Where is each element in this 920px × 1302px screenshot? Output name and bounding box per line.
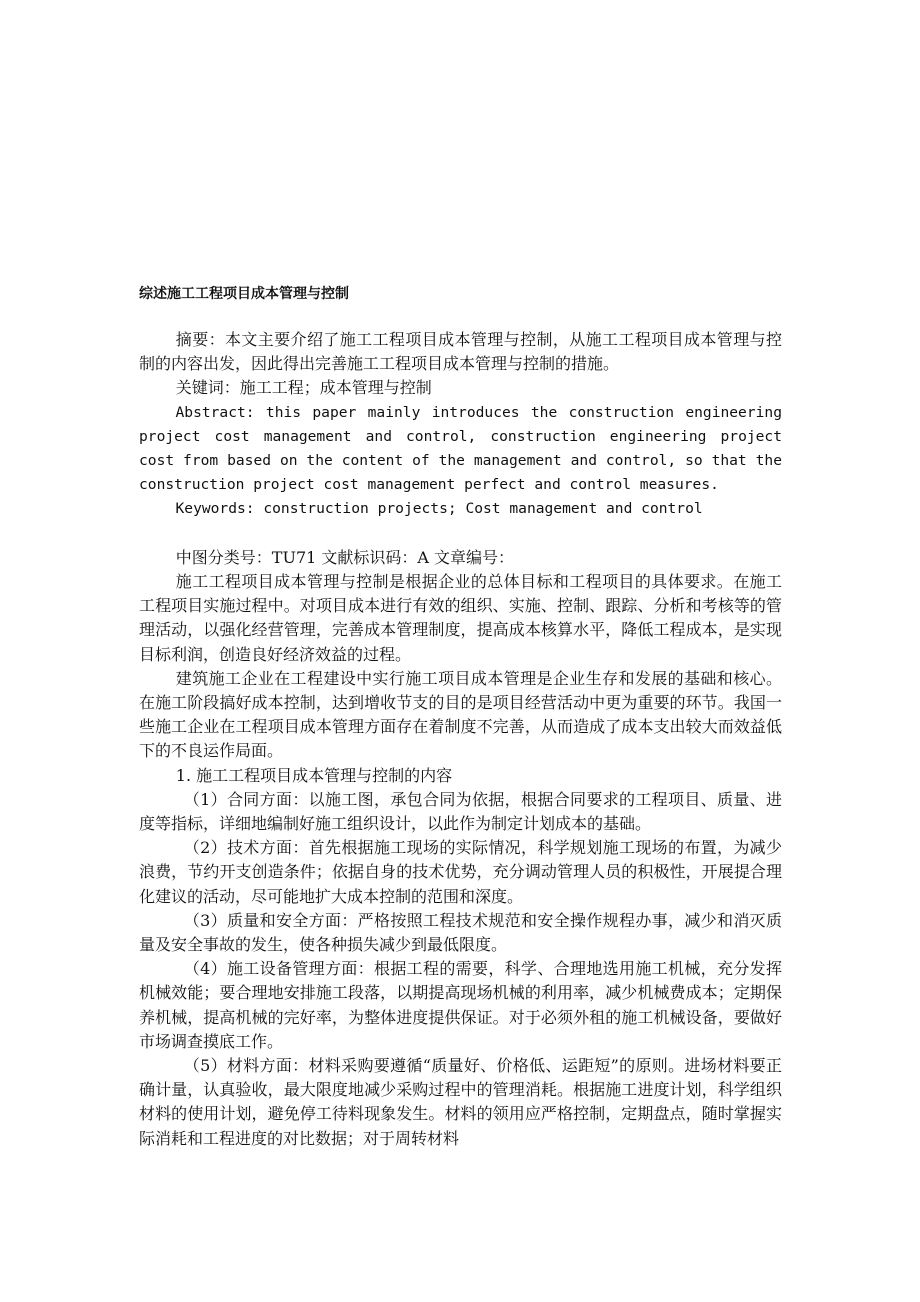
keywords-cn: 关键词：施工工程；成本管理与控制 <box>175 378 432 398</box>
list-item: （4）施工设备管理方面：根据工程的需要，科学、合理地选用施工机械，充分发挥机械效能；要合理地安排施工段落，以期提高现场机械的利用率，减少机械费成本；定期保养机械，提高机械的完好率，为整体进度提供保证。对于必须外租的施工机械设备，要做好市场调查摸底工作。 <box>139 959 782 1051</box>
spacer <box>139 522 782 546</box>
list-item: （1）合同方面：以施工图，承包合同为依据，根据合同要求的工程项目、质量、进度等指标，详细地编制好施工组织设计，以此作为制定计划成本的基础。 <box>139 789 782 834</box>
list-item: （5）材料方面：材料采购要遵循“质量好、价格低、运距短”的原则。进场材料要正确计量，认真验收，最大限度地减少采购过程中的管理消耗。根据施工进度计划，科学组织材料的使用计划，避免停工待料现象发生。材料的领用应严格控制，定期盘点，随时掌握实际消耗和工程进度的对比数据；对于周转材料 <box>139 1056 782 1148</box>
section-heading: 1. 施工工程项目成本管理与控制的内容 <box>175 765 453 785</box>
list-item: （3）质量和安全方面：严格按照工程技术规范和安全操作规程办事，减少和消灭质量及安全事故的发生，使各种损失减少到最低限度。 <box>139 910 782 955</box>
paragraph-intro: 施工工程项目成本管理与控制是根据企业的总体目标和工程项目的具体要求。在施工工程项目实施过程中。对项目成本进行有效的组织、实施、控制、跟踪、分析和考核等的管理活动，以强化经营管理，完善成本管理制度，提高成本核算水平，降低工程成本，是实现目标利润，创造良好经济效益的过程。 <box>139 572 782 664</box>
document-title: 综述施工工程项目成本管理与控制 <box>139 286 349 302</box>
list-item: （2）技术方面：首先根据施工现场的实际情况，科学规划施工现场的布置，为减少浪费，节约开支创造条件；依据自身的技术优势，充分调动管理人员的积极性，开展提合理化建议的活动，尽可能地扩大成本控制的范围和深度。 <box>139 838 782 906</box>
paragraph-background: 建筑施工企业在工程建设中实行施工项目成本管理是企业生存和发展的基础和核心。在施工阶段搞好成本控制，达到增收节支的目的是项目经营活动中更为重要的环节。我国一些施工企业在工程项目成本管理方面存在着制度不完善，从而造成了成本支出较大而效益低下的不良运作局面。 <box>139 668 782 761</box>
classification-line: 中图分类号：TU71 文献标识码：A 文章编号： <box>175 547 515 567</box>
abstract-cn: 摘要：本文主要介绍了施工工程项目成本管理与控制，从施工工程项目成本管理与控制的内容出发，因此得出完善施工工程项目成本管理与控制的措施。 <box>139 330 782 374</box>
abstract-en: Abstract: this paper mainly introduces the construction engineering project cost management and control, construction engineering project cost from based on the content of the management and control, so that the construction project cost management perfect and control measures. <box>139 403 782 494</box>
keywords-en: Keywords: construction projects; Cost management and control <box>175 500 703 518</box>
